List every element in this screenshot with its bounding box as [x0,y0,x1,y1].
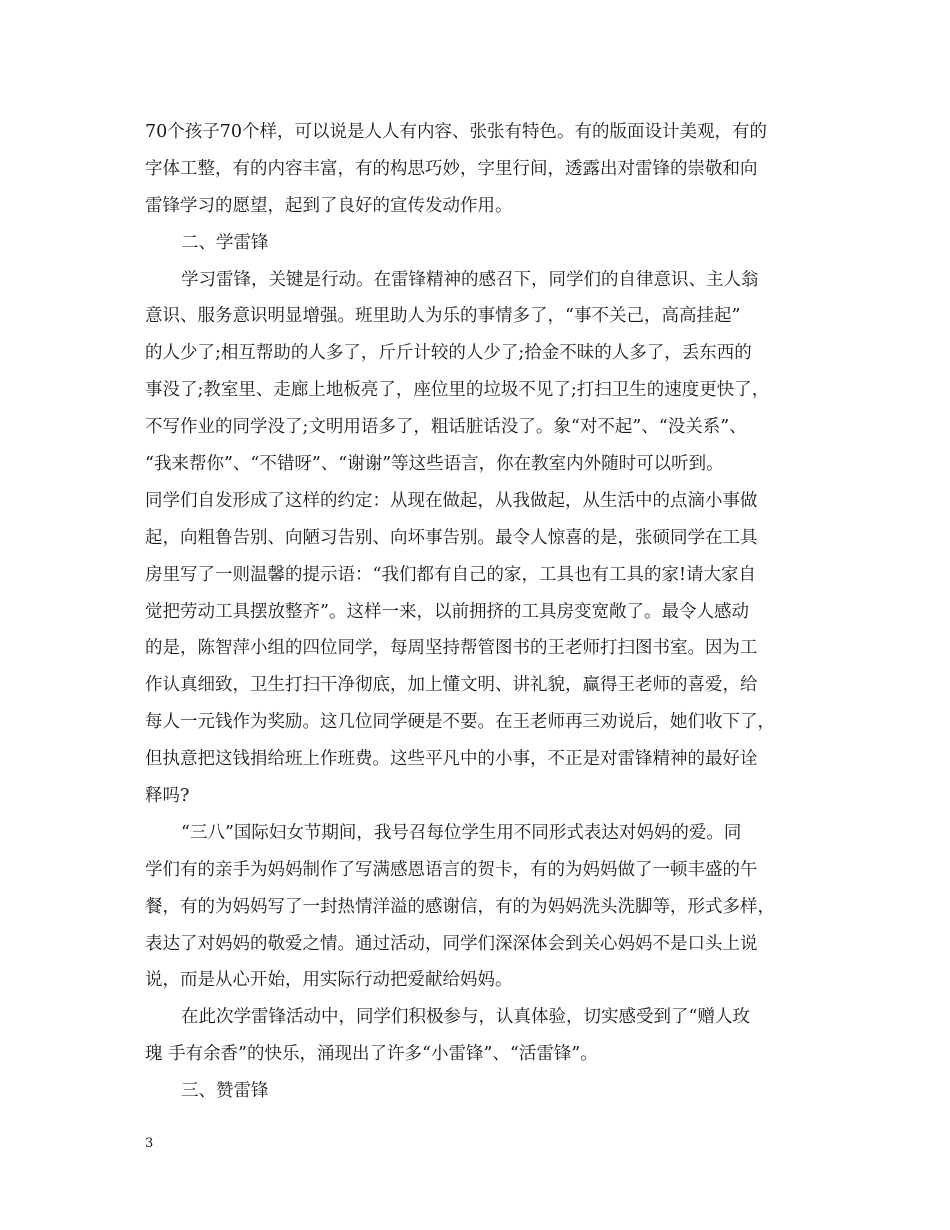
text-line: 表达了对妈妈的敬爱之情。通过活动，同学们深深体会到关心妈妈不是口头上说 [145,933,758,954]
paragraph [145,815,845,999]
text-line: 字体工整，有的内容丰富，有的构思巧妙，字里行间，透露出对雷锋的崇敬和向 [145,158,758,179]
text-line: 同学们自发形成了这样的约定：从现在做起，从我做起，从生活中的点滴小事做 [145,490,758,511]
heading-text: 三、赞雷锋 [181,1081,269,1102]
text-line: 不写作业的同学没了;文明用语多了，粗话脏话没了。象“对不起”、“没关系”、 [145,417,747,438]
text-line: 事没了;教室里、走廊上地板亮了，座位里的垃圾不见了;打扫卫生的速度更快了， [145,380,770,401]
text-line: 意识、服务意识明显增强。班里助人为乐的事情多了，“事不关己，高高挂起” [145,306,741,327]
paragraph [145,262,845,815]
paragraph [145,114,845,225]
section-heading [145,1073,845,1110]
page-number: 3 [145,1136,154,1151]
document-body [145,114,845,1110]
text-line: 雷锋学习的愿望，起到了良好的宣传发动作用。 [145,195,513,216]
text-line: 房里写了一则温馨的提示语：“我们都有自己的家，工具也有工具的家!请大家自 [145,564,756,585]
text-line: “我来帮你”、“不错呀”、“谢谢”等这些语言，你在教室内外随时可以听到。 [145,454,724,475]
text-line: 的人少了;相互帮助的人多了，斤斤计较的人少了;拾金不昧的人多了，丢东西的 [145,343,752,364]
text-line: 学习雷锋，关键是行动。在雷锋精神的感召下，同学们的自律意识、主人翁 [181,269,759,290]
text-line: 在此次学雷锋活动中，同学们积极参与，认真体验，切实感受到了“赠人玫 [181,1007,750,1028]
text-line: 的是，陈智萍小组的四位同学，每周坚持帮管图书的王老师打扫图书室。因为工 [145,638,758,659]
text-line: 每人一元钱作为奖励。这几位同学硬是不要。在王老师再三劝说后，她们收下了， [145,712,775,733]
heading-text: 二、学雷锋 [181,232,269,253]
text-line: 释吗? [145,786,190,807]
text-line: 餐，有的为妈妈写了一封热情洋溢的感谢信，有的为妈妈洗头洗脚等，形式多样， [145,896,775,917]
text-line: 70个孩子70个样，可以说是人人有内容、张张有特色。有的版面设计美观，有的 [145,122,768,142]
section-heading [145,225,845,262]
text-line: 但执意把这钱捐给班上作班费。这些平凡中的小事，不正是对雷锋精神的最好诠 [145,749,758,770]
text-line: 觉把劳动工具摆放整齐”。这样一来，以前拥挤的工具房变宽敞了。最令人感动 [145,601,749,622]
text-line: 作认真细致，卫生打扫干净彻底，加上懂文明、讲礼貌，赢得王老师的喜爱，给 [145,675,758,696]
text-line: “三八”国际妇女节期间，我号召每位学生用不同形式表达对妈妈的爱。同 [181,822,742,843]
text-line: 学们有的亲手为妈妈制作了写满感恩语言的贺卡，有的为妈妈做了一顿丰盛的午 [145,859,758,880]
text-line: 说，而是从心开始，用实际行动把爱献给妈妈。 [145,970,513,991]
text-line: 瑰 手有余香”的快乐，涌现出了许多“小雷锋”、“活雷锋”。 [145,1044,598,1065]
paragraph [145,999,845,1073]
text-line: 起，向粗鲁告别、向陋习告别、向坏事告别。最令人惊喜的是，张硕同学在工具 [145,527,758,548]
